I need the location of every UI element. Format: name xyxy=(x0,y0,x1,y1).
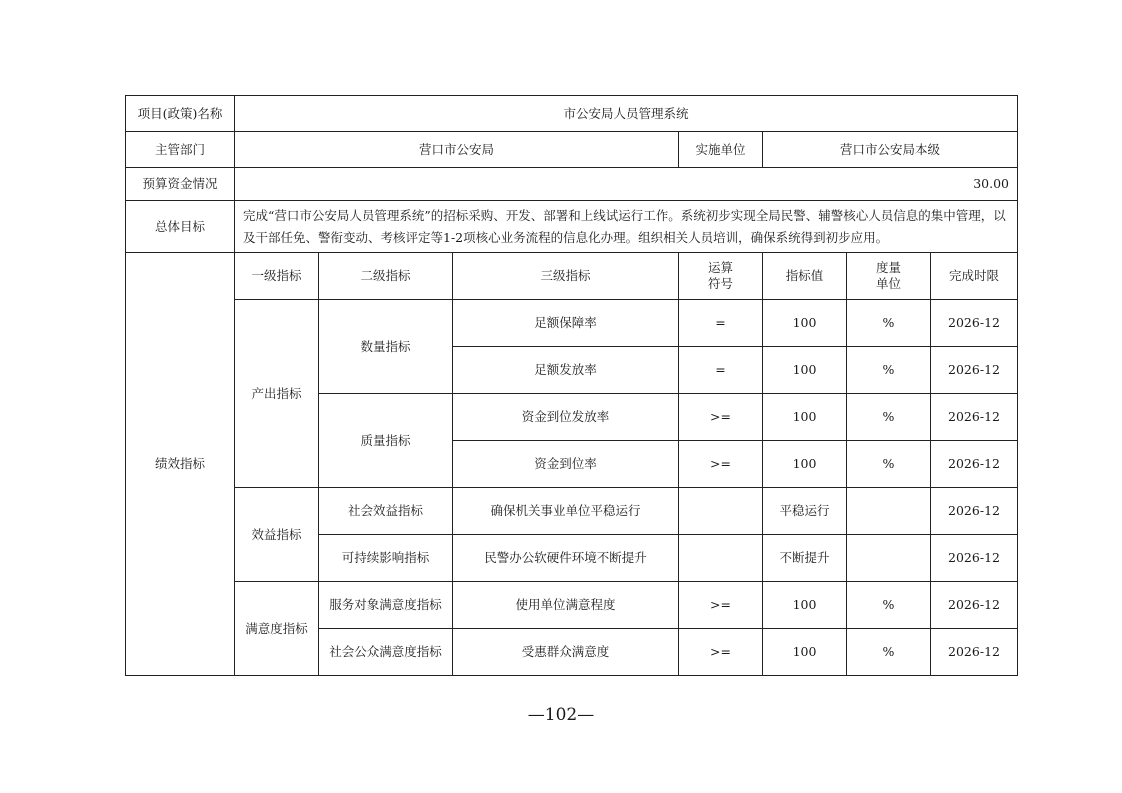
indicator-name: 资金到位发放率 xyxy=(453,394,679,441)
department-label: 主管部门 xyxy=(126,132,235,168)
indicator-value: 100 xyxy=(763,300,847,347)
indicator-deadline: 2026-12 xyxy=(931,629,1018,676)
goal-row xyxy=(126,201,1018,253)
indicator-deadline: 2026-12 xyxy=(931,300,1018,347)
header-level1: 一级指标 xyxy=(235,253,319,300)
indicator-value: 100 xyxy=(763,441,847,488)
indicator-value: 100 xyxy=(763,629,847,676)
indicator-name: 足额发放率 xyxy=(453,347,679,394)
indicator-value: 不断提升 xyxy=(763,535,847,582)
header-unit-line1: 度量 xyxy=(875,260,901,275)
indicator-deadline: 2026-12 xyxy=(931,394,1018,441)
indicator-operator xyxy=(679,535,763,582)
indicator-unit: % xyxy=(847,300,931,347)
goal-label: 总体目标 xyxy=(126,201,235,253)
implementer-value: 营口市公安局本级 xyxy=(763,132,1018,168)
indicator-deadline: 2026-12 xyxy=(931,535,1018,582)
indicator-header-row xyxy=(126,253,1018,300)
indicator-unit xyxy=(847,535,931,582)
goal-text: 完成“营口市公安局人员管理系统”的招标采购、开发、部署和上线试运行工作。系统初步实现全局民警、辅警核心人员信息的集中管理，以及干部任免、警衔变动、考核评定等1-2项核心业务流程的信息化办理。组织相关人员培训，确保系统得到初步应用。 xyxy=(235,201,1018,253)
indicator-deadline: 2026-12 xyxy=(931,347,1018,394)
department-value: 营口市公安局 xyxy=(235,132,679,168)
indicator-name: 使用单位满意程度 xyxy=(453,582,679,629)
indicator-operator: >= xyxy=(679,629,763,676)
indicator-unit xyxy=(847,488,931,535)
indicator-value: 100 xyxy=(763,582,847,629)
page-number: —102— xyxy=(527,705,595,725)
indicator-unit: % xyxy=(847,582,931,629)
indicator-operator: = xyxy=(679,347,763,394)
header-operator xyxy=(679,253,763,300)
header-unit xyxy=(847,253,931,300)
header-target-value: 指标值 xyxy=(763,253,847,300)
indicator-unit: % xyxy=(847,441,931,488)
indicator-unit: % xyxy=(847,394,931,441)
group-sustainable: 可持续影响指标 xyxy=(319,535,453,582)
table-row xyxy=(126,300,1018,347)
indicator-deadline: 2026-12 xyxy=(931,441,1018,488)
department-row xyxy=(126,132,1018,168)
header-level2: 二级指标 xyxy=(319,253,453,300)
header-unit-line2: 单位 xyxy=(875,276,901,291)
performance-label: 绩效指标 xyxy=(126,253,235,676)
indicator-unit: % xyxy=(847,629,931,676)
budget-row xyxy=(126,168,1018,201)
group-quantity: 数量指标 xyxy=(319,300,453,394)
indicator-value: 平稳运行 xyxy=(763,488,847,535)
indicator-operator: = xyxy=(679,300,763,347)
header-operator-line2: 符号 xyxy=(707,276,733,291)
table-row xyxy=(126,488,1018,535)
group-social-benefit: 社会效益指标 xyxy=(319,488,453,535)
group-benefit: 效益指标 xyxy=(235,488,319,582)
indicator-deadline: 2026-12 xyxy=(931,582,1018,629)
group-output: 产出指标 xyxy=(235,300,319,488)
indicator-deadline: 2026-12 xyxy=(931,488,1018,535)
indicator-operator: >= xyxy=(679,441,763,488)
performance-goal-table xyxy=(125,95,1018,676)
indicator-name: 受惠群众满意度 xyxy=(453,629,679,676)
header-operator-line1: 运算 xyxy=(707,260,733,275)
indicator-name: 民警办公软硬件环境不断提升 xyxy=(453,535,679,582)
indicator-name: 足额保障率 xyxy=(453,300,679,347)
indicator-value: 100 xyxy=(763,394,847,441)
indicator-name: 确保机关事业单位平稳运行 xyxy=(453,488,679,535)
indicator-operator xyxy=(679,488,763,535)
budget-value: 30.00 xyxy=(235,168,1018,201)
budget-label: 预算资金情况 xyxy=(126,168,235,201)
group-service-satisfaction: 服务对象满意度指标 xyxy=(319,582,453,629)
header-level3: 三级指标 xyxy=(453,253,679,300)
group-quality: 质量指标 xyxy=(319,394,453,488)
table-row xyxy=(126,582,1018,629)
indicator-name: 资金到位率 xyxy=(453,441,679,488)
implementer-label: 实施单位 xyxy=(679,132,763,168)
header-deadline: 完成时限 xyxy=(931,253,1018,300)
project-name-value: 市公安局人员管理系统 xyxy=(235,96,1018,132)
project-name-label: 项目(政策)名称 xyxy=(126,96,235,132)
indicator-operator: >= xyxy=(679,582,763,629)
group-public-satisfaction: 社会公众满意度指标 xyxy=(319,629,453,676)
indicator-value: 100 xyxy=(763,347,847,394)
indicator-operator: >= xyxy=(679,394,763,441)
project-name-row xyxy=(126,96,1018,132)
group-satisfaction: 满意度指标 xyxy=(235,582,319,676)
indicator-unit: % xyxy=(847,347,931,394)
